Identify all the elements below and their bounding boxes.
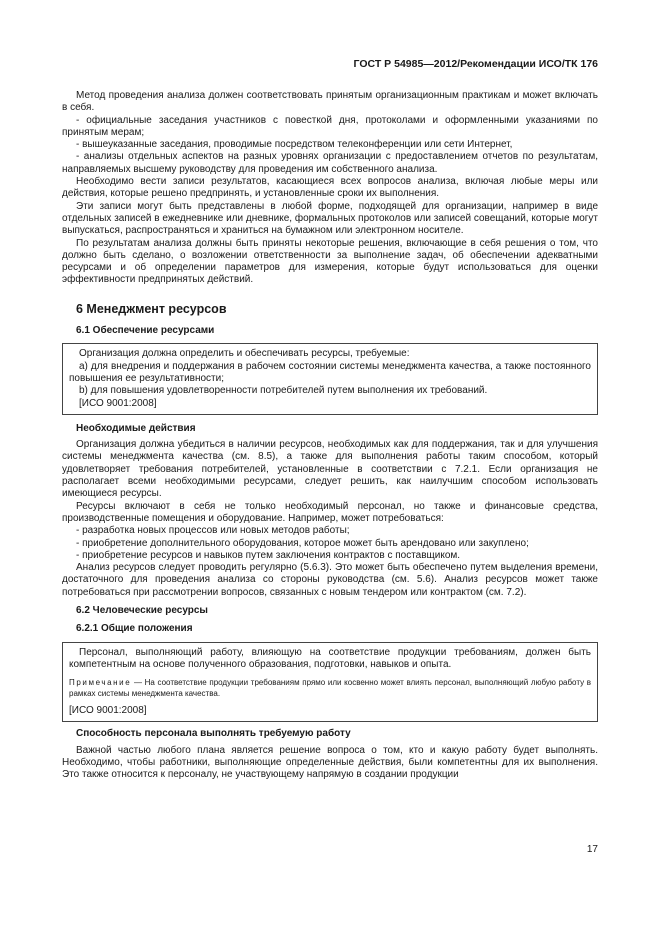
paragraph: По результатам анализа должны быть приняты некоторые решения, включающие в себя решения о том, что должно быть сделано, о возложении ответственности за выполнение задач, об обеспечении адекватными ресурсами и об определении параметров для измерения, которые будут использоваться для оценки эффективности предпринятых действий. (62, 237, 598, 286)
paragraph: Ресурсы включают в себя не только необходимый персонал, но также и финансовые средства, производственные помещения и оборудование. Например, может потребоваться: (62, 500, 598, 524)
quote-line: Организация должна определить и обеспечивать ресурсы, требуемые: (79, 348, 410, 360)
list-item: - приобретение дополнительного оборудования, которое может быть арендовано или закуплено; (76, 537, 529, 549)
paragraph: Организация должна убедиться в наличии ресурсов, необходимых как для поддержания, так и для улучшения системы менеджмента качества (см. 8.5), а также для выполнения работы таким способом, который удовлетворяет требования потребителей, установленные в соответствии с 7.2.1. Если организация не располагает всеми необходимыми ресурсами, следует решить, как наилучшим способом использовать имеющиеся ресурсы. (62, 439, 598, 500)
standard-quote-box (62, 343, 598, 414)
quote-reference: [ИСО 9001:2008] (69, 705, 147, 717)
paragraph: Метод проведения анализа должен соответствовать принятым организационным практикам и может включать в себя. (62, 90, 598, 114)
paragraph: Анализ ресурсов следует проводить регулярно (5.6.3). Это может быть обеспечено путем выделения времени, достаточного для проведения анализа со стороны руководства (см. 5.6). Анализ ресурсов может также потребоваться при рассмотрении вопросов, связанных с новым тендером или контрактом (см. 7.2). (62, 562, 598, 598)
page-number: 17 (586, 844, 598, 855)
paragraph: Важной частью любого плана является решение вопроса о том, кто и какую работу будет выполнять. Необходимо, чтобы работники, выполняющие определенные действия, были компетентны для их выполнения. Это также относится к персоналу, не участвующему напрямую в создании продукции (62, 744, 598, 781)
list-item: - анализы отдельных аспектов на разных уровнях организации с предоставлением отчетов по результатам, направляемых высшему руководству для проведения им собственного анализа. (62, 151, 598, 175)
paragraph: Необходимо вести записи результатов, касающиеся всех вопросов анализа, включая любые меры или действия, которые решено предпринять, и установленные сроки их выполнения. (62, 176, 598, 200)
subheading: Необходимые действия (76, 422, 196, 434)
subsection-heading: 6.2 Человеческие ресурсы (76, 604, 208, 616)
quote-line: а) для внедрения и поддержания в рабочем состоянии системы менеджмента качества, а также постоянного повышения ее результативности; (69, 360, 591, 384)
note-label: Примечание (69, 678, 132, 688)
subsection-heading: 6.1 Обеспечение ресурсами (76, 325, 215, 337)
quote-line: b) для повышения удовлетворенности потребителей путем выполнения их требований. (79, 385, 488, 397)
list-item: - вышеуказанные заседания, проводимые посредством телеконференции или сети Интернет, (76, 139, 513, 151)
quote-line: Персонал, выполняющий работу, влияющую на соответствие продукции требованиям, должен быть компетентным на основе полученного образования, подготовки, навыков и опыта. (69, 646, 591, 670)
list-item: - приобретение ресурсов и навыков путем заключения контрактов с поставщиком. (76, 549, 461, 561)
note (69, 677, 591, 699)
running-header: ГОСТ Р 54985—2012/Рекомендации ИСО/ТК 176 (353, 58, 598, 70)
page-content (62, 90, 598, 782)
subheading: Способность персонала выполнять требуемую работу (76, 728, 351, 740)
list-item: - официальные заседания участников с повесткой дня, протоколами и оформленными указаниями по принятым мерам; (62, 114, 598, 138)
list-item: - разработка новых процессов или новых методов работы; (76, 525, 350, 537)
note-text: — На соответствие продукции требованиям прямо или косвенно может влиять персонал, выполняющий любую работу в рамках системы менеджмента качества. (69, 678, 591, 699)
quote-reference: [ИСО 9001:2008] (79, 397, 157, 409)
subsection-heading: 6.2.1 Общие положения (76, 623, 193, 635)
section-heading: 6 Менеджмент ресурсов (76, 301, 227, 316)
standard-quote-box (62, 642, 598, 723)
paragraph: Эти записи могут быть представлены в любой форме, подходящей для организации, например в виде отдельных записей в ежедневнике или дневнике, формальных протоколов или записей совещаний, которые могут выпускаться, распространяться и храниться на бумажном или электронном носителе. (62, 200, 598, 237)
